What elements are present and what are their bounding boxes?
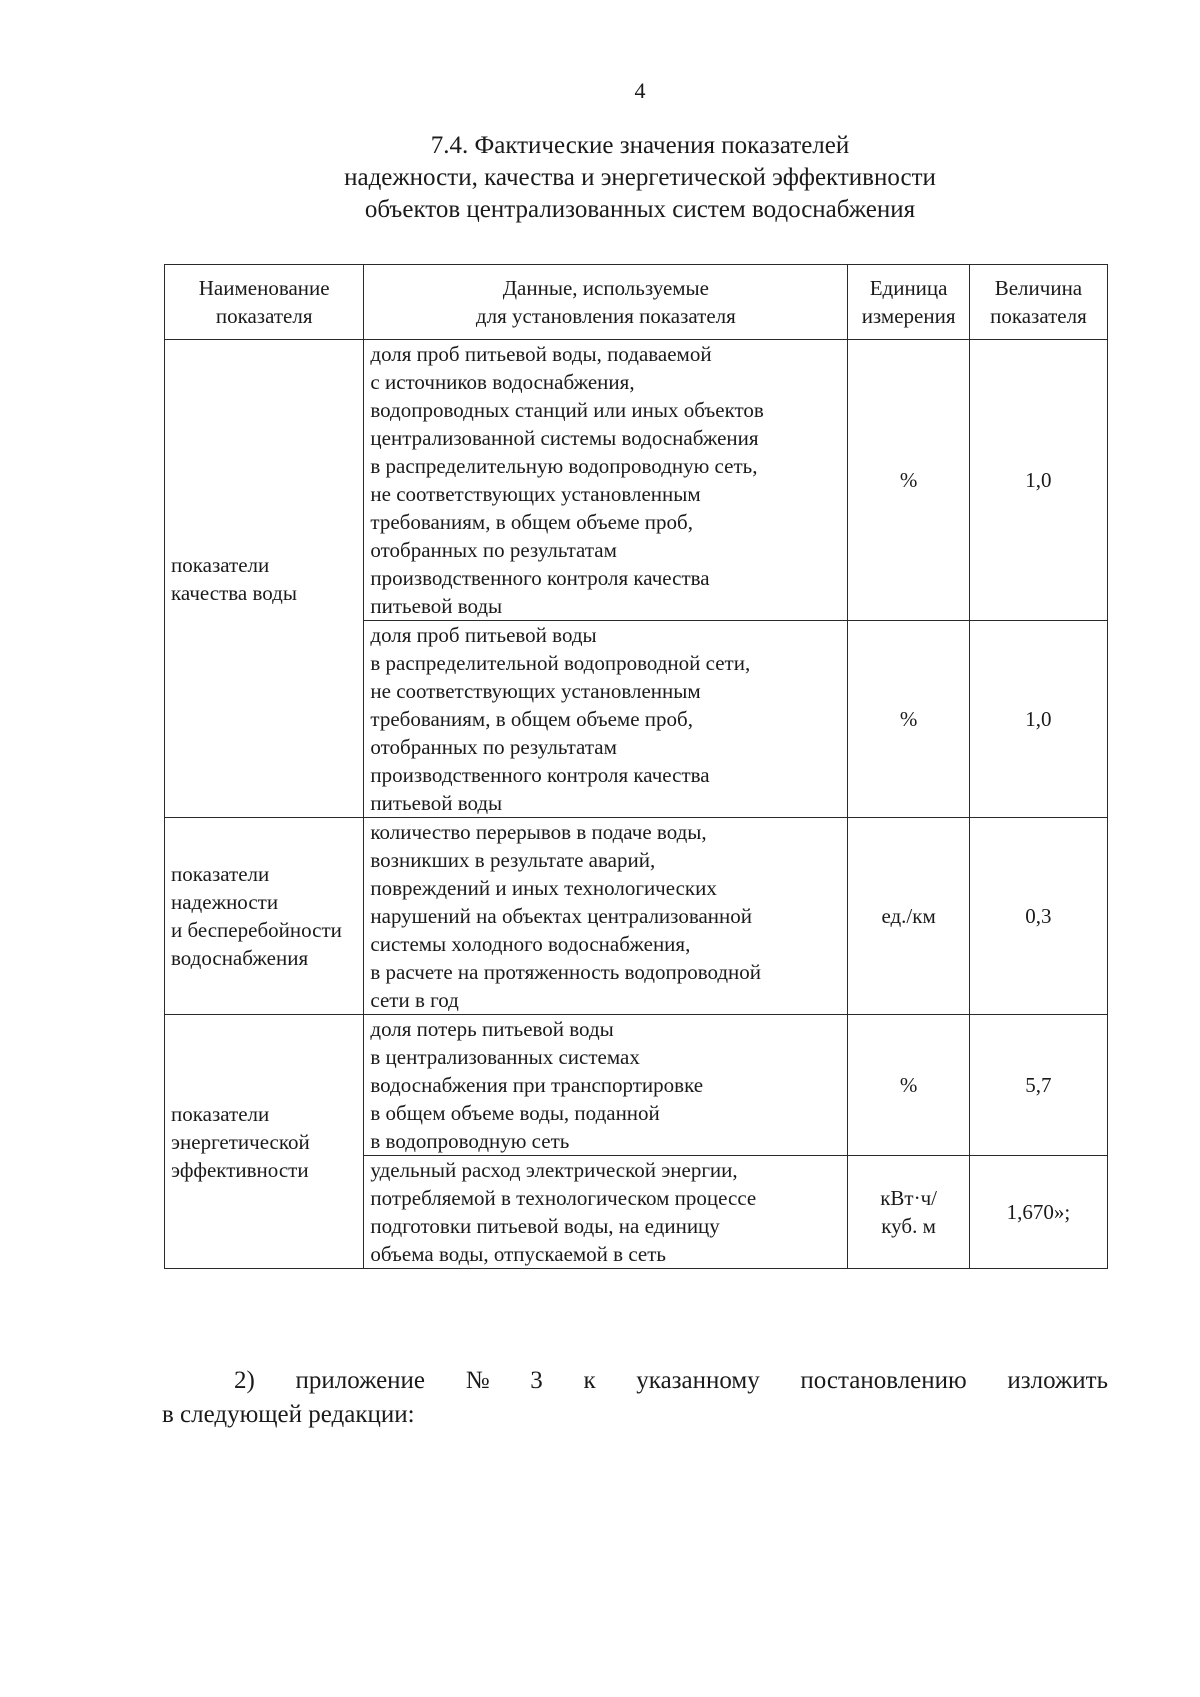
unit-line: % bbox=[899, 1073, 918, 1097]
unit-line: куб. м bbox=[881, 1214, 936, 1238]
closing-paragraph bbox=[162, 1364, 1108, 1432]
page-number: 4 bbox=[634, 78, 646, 103]
unit-line: % bbox=[899, 707, 918, 731]
data-line: питьевой воды bbox=[370, 791, 503, 815]
unit-line: % bbox=[899, 468, 918, 492]
closing-word: изложить bbox=[1007, 1367, 1108, 1394]
header-name bbox=[165, 265, 364, 340]
closing-word: № bbox=[465, 1367, 490, 1394]
data-cell bbox=[364, 621, 848, 818]
unit-cell bbox=[848, 621, 970, 818]
data-cell bbox=[364, 340, 848, 621]
data-line: количество перерывов в подаче воды, bbox=[370, 820, 707, 844]
data-line: питьевой воды bbox=[370, 594, 503, 618]
header-line: для установления показателя bbox=[475, 304, 736, 328]
closing-second-line: в следующей редакции: bbox=[162, 1401, 415, 1428]
header-line: показателя bbox=[215, 304, 313, 328]
data-line: требованиям, в общем объеме проб, bbox=[370, 510, 693, 534]
data-line: доля потерь питьевой воды bbox=[370, 1017, 614, 1041]
header-row bbox=[165, 265, 1108, 340]
group-energy bbox=[165, 1015, 364, 1269]
group-line: показатели bbox=[171, 1101, 270, 1126]
closing-first-line bbox=[162, 1364, 1108, 1398]
data-line: сети в год bbox=[370, 988, 459, 1012]
group-line: надежности bbox=[171, 890, 279, 914]
closing-word: к bbox=[583, 1367, 596, 1394]
data-line: централизованной системы водоснабжения bbox=[370, 426, 759, 450]
data-line: в распределительную водопроводную сеть, bbox=[370, 454, 758, 478]
value-cell: 1,0 bbox=[969, 340, 1107, 621]
data-line: в расчете на протяженность водопроводной bbox=[370, 960, 762, 984]
data-line: доля проб питьевой воды, подаваемой bbox=[370, 342, 712, 366]
closing-word: приложение bbox=[295, 1367, 426, 1394]
unit-cell bbox=[848, 1156, 970, 1269]
value-cell: 1,670»; bbox=[969, 1156, 1107, 1269]
group-line: качества воды bbox=[171, 580, 297, 605]
unit-cell bbox=[848, 818, 970, 1015]
data-line: в централизованных системах bbox=[370, 1045, 640, 1069]
header-line: измерения bbox=[861, 304, 956, 328]
table-row bbox=[165, 818, 1108, 1015]
header-value bbox=[969, 265, 1107, 340]
data-line: требованиям, в общем объеме проб, bbox=[370, 707, 693, 731]
closing-word: указанному bbox=[636, 1367, 760, 1394]
data-line: подготовки питьевой воды, на единицу bbox=[370, 1214, 720, 1238]
data-line: возникших в результате аварий, bbox=[370, 848, 656, 872]
data-line: с источников водоснабжения, bbox=[370, 370, 635, 394]
data-line: водоснабжения при транспортировке bbox=[370, 1073, 704, 1097]
data-line: производственного контроля качества bbox=[370, 566, 710, 590]
group-reliability bbox=[165, 818, 364, 1015]
closing-word: постановлению bbox=[800, 1367, 967, 1394]
table-row bbox=[165, 1015, 1108, 1156]
data-line: в распределительной водопроводной сети, bbox=[370, 651, 751, 675]
value-cell: 5,7 bbox=[969, 1015, 1107, 1156]
indicators-table bbox=[164, 264, 1108, 1269]
data-cell bbox=[364, 818, 848, 1015]
group-line: энергетической bbox=[171, 1129, 310, 1154]
group-line: и бесперебойности bbox=[171, 918, 342, 942]
data-line: доля проб питьевой воды bbox=[370, 623, 597, 647]
data-line: производственного контроля качества bbox=[370, 763, 710, 787]
header-line: Единица bbox=[869, 276, 948, 300]
title-line: объектов централизованных систем водоснабжения bbox=[364, 196, 916, 223]
data-line: повреждений и иных технологических bbox=[370, 876, 717, 900]
header-line: показателя bbox=[990, 304, 1087, 328]
title-line: надежности, качества и энергетической эффективности bbox=[344, 164, 936, 191]
value-cell: 1,0 bbox=[969, 621, 1107, 818]
header-line: Наименование bbox=[198, 276, 330, 300]
group-line: показатели bbox=[171, 552, 270, 577]
data-line: отобранных по результатам bbox=[370, 735, 617, 759]
data-line: не соответствующих установленным bbox=[370, 679, 701, 703]
title-line: 7.4. Фактические значения показателей bbox=[430, 132, 850, 159]
data-line: объема воды, отпускаемой в сеть bbox=[370, 1242, 666, 1266]
group-quality bbox=[165, 340, 364, 818]
data-line: системы холодного водоснабжения, bbox=[370, 932, 691, 956]
table-row bbox=[165, 340, 1108, 621]
header-line: Данные, используемые bbox=[502, 276, 709, 300]
group-line: водоснабжения bbox=[171, 946, 309, 970]
data-line: в общем объеме воды, поданной bbox=[370, 1101, 660, 1125]
data-line: потребляемой в технологическом процессе bbox=[370, 1186, 757, 1210]
header-line: Величина bbox=[994, 276, 1083, 300]
unit-line: ед./км bbox=[881, 904, 936, 928]
closing-word: 3 bbox=[530, 1367, 543, 1394]
value-cell: 0,3 bbox=[969, 818, 1107, 1015]
data-line: в водопроводную сеть bbox=[370, 1129, 570, 1153]
unit-cell bbox=[848, 340, 970, 621]
header-unit bbox=[848, 265, 970, 340]
group-line: эффективности bbox=[171, 1157, 309, 1182]
unit-line: кВт·ч/ bbox=[880, 1186, 937, 1210]
data-line: отобранных по результатам bbox=[370, 538, 617, 562]
header-data bbox=[364, 265, 848, 340]
data-cell bbox=[364, 1156, 848, 1269]
group-line: показатели bbox=[171, 862, 270, 886]
data-line: нарушений на объектах централизованной bbox=[370, 904, 753, 928]
closing-word: 2) bbox=[234, 1367, 255, 1394]
data-line: водопроводных станций или иных объектов bbox=[370, 398, 764, 422]
section-title bbox=[140, 130, 1140, 226]
data-line: не соответствующих установленным bbox=[370, 482, 701, 506]
data-line: удельный расход электрической энергии, bbox=[370, 1158, 738, 1182]
unit-cell bbox=[848, 1015, 970, 1156]
data-cell bbox=[364, 1015, 848, 1156]
